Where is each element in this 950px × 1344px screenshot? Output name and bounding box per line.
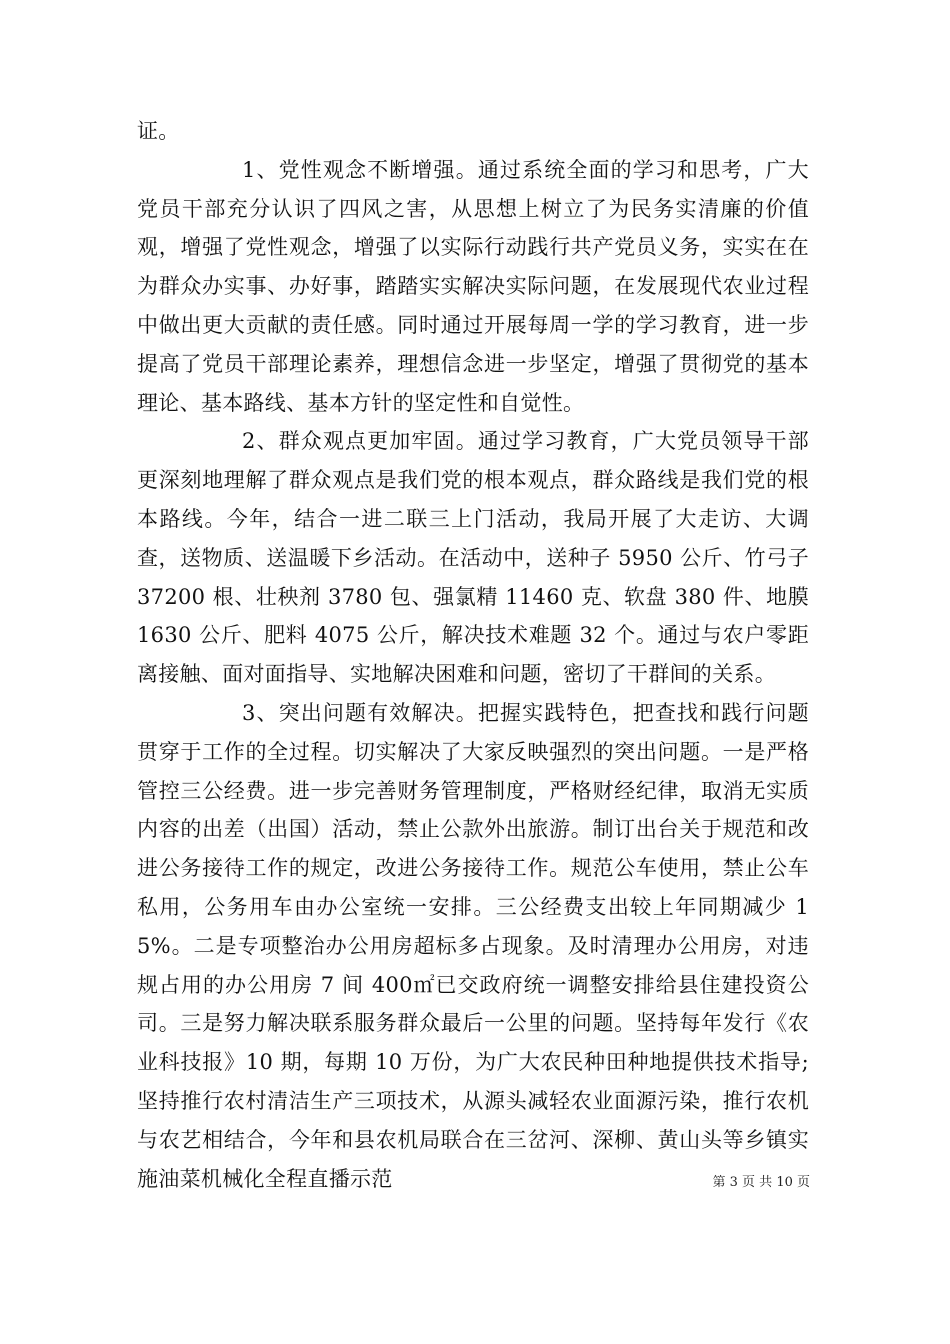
paragraph-party-spirit: 1、党性观念不断增强。通过系统全面的学习和思考，广大党员干部充分认识了四风之害，从思想上树立了为民务实清廉的价值观，增强了党性观念，增强了以实际行动践行共产党员义务，实实在在为群众办实事、办好事，踏踏实实解决实际问题，在发展现代农业过程中做出更大贡献的责任感。同时通过开展每周一学的学习教育，进一步提高了党员干部理论素养，理想信念进一步坚定，增强了贯彻党的基本理论、基本路线、基本方针的坚定性和自觉性。	[137, 157, 809, 415]
paragraph-continuation: 证。	[137, 119, 180, 143]
paragraph-mass-viewpoint: 2、群众观点更加牢固。通过学习教育，广大党员领导干部更深刻地理解了群众观点是我们党的根本观点，群众路线是我们党的根本路线。今年，结合一进二联三上门活动，我局开展了大走访、大调查，送物质、送温暖下乡活动。在活动中，送种子 5950 公斤、竹弓子 37200 根、壮秧剂 3780 包、强氯精 11460 克、软盘 380 件、地膜 1630 公斤、肥料 4075 公斤，解决技术难题 32 个。通过与农户零距离接触、面对面指导、实地解决困难和问题，密切了干群间的关系。	[137, 429, 809, 687]
paragraph-problem-solving: 3、突出问题有效解决。把握实践特色，把查找和践行问题贯穿于工作的全过程。切实解决了大家反映强烈的突出问题。一是严格管控三公经费。进一步完善财务管理制度，严格财经纪律，取消无实质内容的出差（出国）活动，禁止公款外出旅游。制订出台关于规范和改进公务接待工作的规定，改进公务接待工作。规范公车使用，禁止公车私用，公务用车由办公室统一安排。三公经费支出较上年同期减少 15%。二是专项整治办公用房超标多占现象。及时清理办公用房，对违规占用的办公用房 7 间 400㎡已交政府统一调整安排给县住建投资公司。三是努力解决联系服务群众最后一公里的问题。坚持每年发行《农业科技报》10 期，每期 10 万份，为广大农民种田种地提供技术指导;坚持推行农村清洁生产三项技术，从源头减轻农业面源污染，推行农机与农艺相结合，今年和县农机局联合在三岔河、深柳、黄山头等乡镇实施油菜机械化全程直播示范	[137, 700, 809, 1191]
document-body	[137, 112, 809, 1198]
page-number-footer: 第 3 页 共 10 页	[712, 1175, 810, 1190]
